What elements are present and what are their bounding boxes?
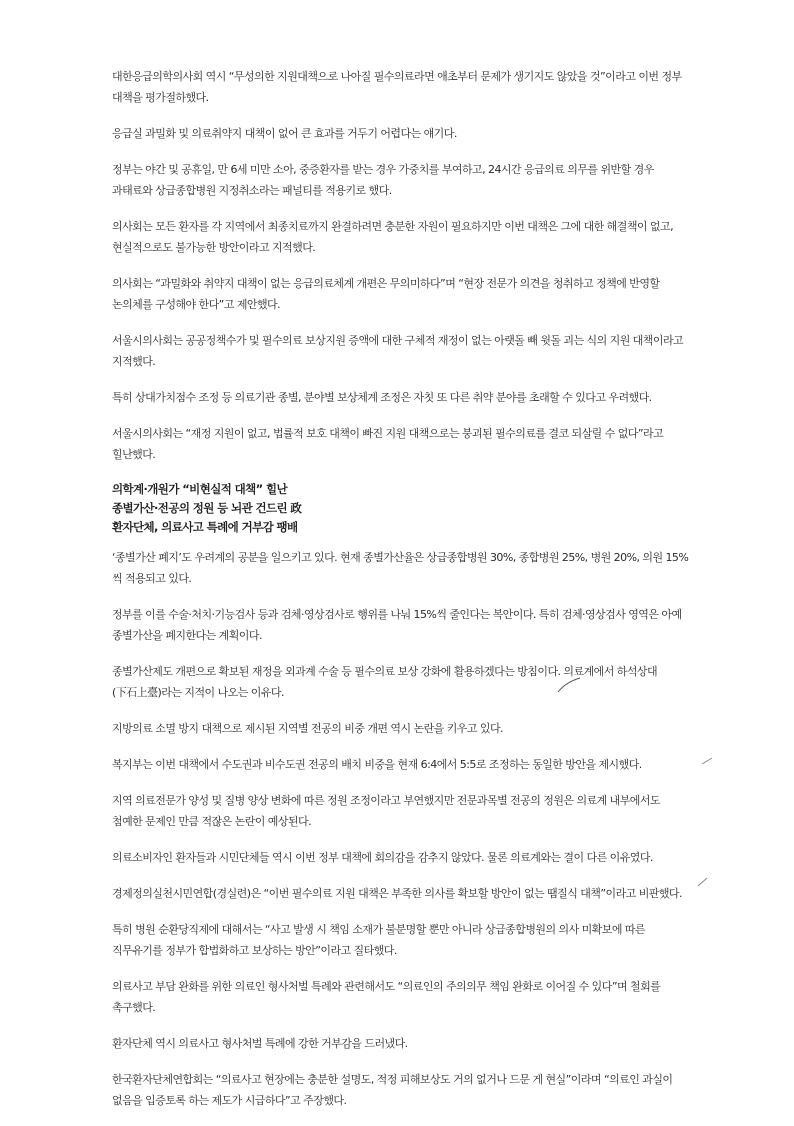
pen-mark-icon (556, 676, 582, 694)
paragraph: 종별가산제도 개편으로 확보된 재정을 외과계 수술 등 필수의료 보상 강화에 활용하겠다는 방침이다. 의료계에서 하석상대(下石上臺)라는 지적이 나오는 이유다. (112, 665, 658, 699)
paragraph: ‘종별가산 폐지’도 우려계의 공분을 일으키고 있다. 현재 종별가산율은 상급종합병원 30%, 종합병원 25%, 병원 20%, 의원 15%씩 적용되고 있다. (112, 551, 689, 585)
paragraph: 응급실 과밀화 및 의료취약지 대책이 없어 큰 효과를 거두기 어렵다는 얘기다. (112, 127, 457, 140)
paragraph: 복지부는 이번 대책에서 수도권과 비수도권 전공의 배치 비중을 현재 6:4에서 5:5로 조정하는 동일한 방안을 제시했다. (112, 758, 642, 771)
paragraph: 경제정의실천시민연합(경실련)은 “이번 필수의료 지원 대책은 부족한 의사를 확보할 방안이 없는 땜질식 대책”이라고 비판했다. (112, 887, 682, 900)
pen-mark-icon (700, 756, 714, 766)
subheading: 종별가산·전공의 정원 등 뇌관 건드린 政 (112, 501, 302, 515)
paragraph: 지역 의료전문가 양성 및 질병 양상 변화에 따른 정원 조정이라고 부연했지만 전문과목별 전공의 정원은 의료계 내부에서도 첨예한 문제인 만큼 적잖은 논란이 예상된다. (112, 794, 660, 828)
paragraph: 특히 병원 순환당직제에 대해서는 “사고 발생 시 책임 소재가 불분명할 뿐만 아니라 상급종합병원의 의사 미확보에 따른 직무유기를 정부가 합법화하고 보상하는 방안”이라고 질타했다. (112, 923, 645, 957)
paragraph: 환자단체 역시 의료사고 형사처벌 특례에 강한 거부감을 드러냈다. (112, 1037, 408, 1050)
paragraph: 대한응급의학의사회 역시 “무성의한 지원대책으로 나아질 필수의료라면 애초부터 문제가 생기지도 않았을 것”이라고 이번 정부 대책을 평가절하했다. (112, 70, 682, 104)
paragraph: 한국환자단체연합회는 “의료사고 현장에는 충분한 설명도, 적정 피해보상도 거의 없거나 드문 게 현실”이라며 “의료인 과실이 없음을 입증토록 하는 제도가 시급하다”고 주장했다. (112, 1073, 673, 1107)
paragraph: 의사회는 모든 환자를 각 지역에서 최종치료까지 완결하려면 충분한 자원이 필요하지만 이번 대책은 그에 대한 해결책이 없고, 현실적으로도 불가능한 방안이라고 지적했다. (112, 220, 674, 254)
paragraph: 의료소비자인 환자들과 시민단체들 역시 이번 정부 대책에 회의감을 감추지 않았다. 물론 의료계와는 결이 다른 이유였다. (112, 851, 653, 864)
pen-mark-icon (696, 876, 710, 888)
paragraph: 정부를 이를 수술·처치·기능검사 등과 검체·영상검사로 행위를 나눠 15%씩 줄인다는 복안이다. 특히 검체·영상검사 영역은 아예 종별가산을 폐지한다는 계획이다. (112, 608, 682, 642)
paragraph: 서울시의사회는 “재정 지원이 없고, 법률적 보호 대책이 빠진 지원 대책으로는 붕괴된 필수의료를 결코 되살릴 수 없다”라고 힐난했다. (112, 427, 664, 461)
paragraph: 지방의료 소멸 방지 대책으로 제시된 지역별 전공의 비중 개편 역시 논란을 키우고 있다. (112, 722, 503, 735)
subheading: 의학계·개원가 “비현실적 대책” 힐난 (112, 482, 288, 496)
article-body (112, 66, 692, 1126)
paragraph: 의료사고 부담 완화를 위한 의료인 형사처벌 특례와 관련해서도 “의료인의 주의의무 책임 완화로 이어질 수 있다”며 철회를 촉구했다. (112, 980, 661, 1014)
subheading: 환자단체, 의료사고 특례에 거부감 팽배 (112, 520, 298, 534)
paragraph: 정부는 야간 및 공휴일, 만 6세 미만 소아, 중증환자를 받는 경우 가중치를 부여하고, 24시간 응급의료 의무를 위반할 경우 과태료와 상급종합병원 지정취소라는 패널티를 적용키로 했다. (112, 163, 654, 197)
section-subheadings (112, 480, 692, 537)
paragraph: 의사회는 “과밀화와 취약지 대책이 없는 응급의료체계 개편은 무의미하다”며 “현장 전문가 의견을 청취하고 정책에 반영할 논의체를 구성해야 한다”고 제안했다. (112, 277, 660, 311)
paragraph: 특히 상대가치점수 조정 등 의료기관 종별, 분야별 보상체계 조정은 자칫 또 다른 취약 분야를 초래할 수 있다고 우려했다. (112, 391, 652, 404)
paragraph: 서울시의사회는 공공정책수가 및 필수의료 보상지원 증액에 대한 구체적 재정이 없는 아랫돌 빼 윗돌 괴는 식의 지원 대책이라고 지적했다. (112, 334, 684, 368)
